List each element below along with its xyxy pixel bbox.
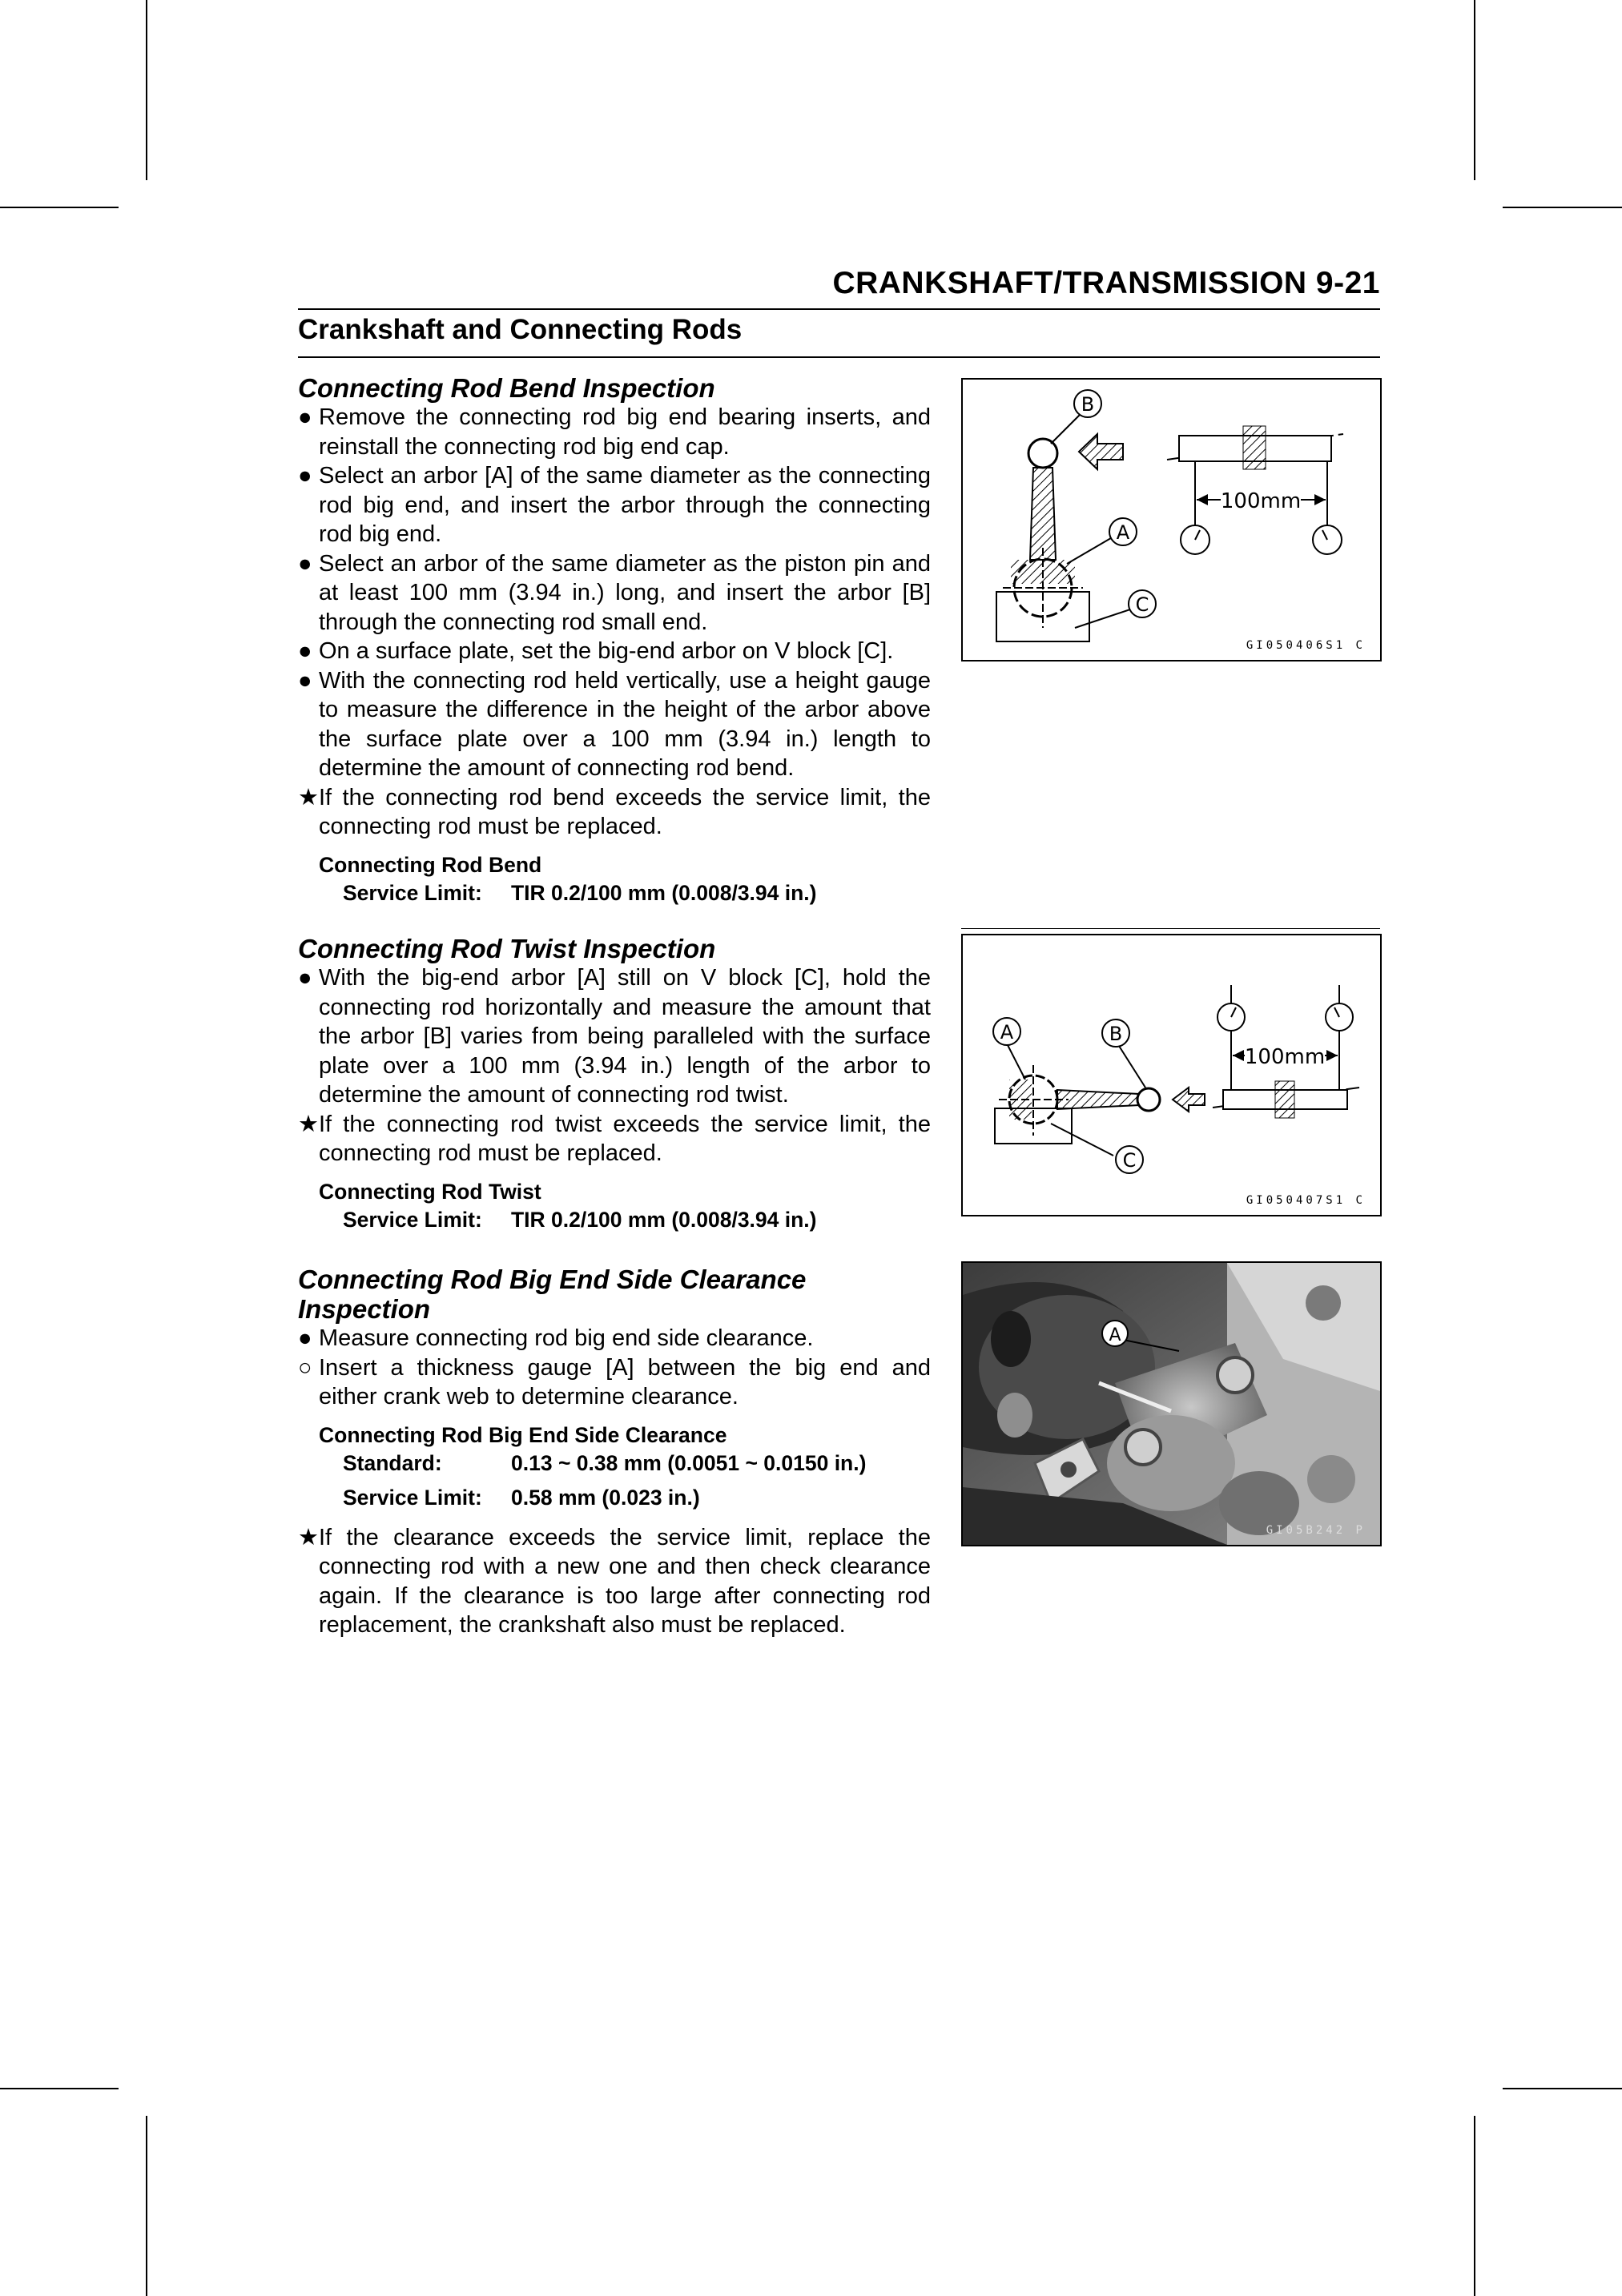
figure-id: GI050406S1 C (1246, 639, 1366, 652)
list-item: ● Remove the connecting rod big end bearing inserts, and reinstall the connecting rod big end cap. (298, 404, 931, 460)
label-c: C (1135, 593, 1149, 616)
twist-list (298, 963, 931, 1168)
spec-value: TIR 0.2/100 mm (0.008/3.94 in.) (511, 1207, 817, 1232)
bend-diagram (963, 380, 1380, 660)
section-title: Crankshaft and Connecting Rods (298, 314, 743, 345)
crop-mark (146, 0, 147, 180)
bend-spec (298, 851, 931, 907)
list-item: ● Measure connecting rod big end side clearance. (298, 1325, 814, 1351)
clearance-list (298, 1324, 931, 1412)
list-item: ○ Insert a thickness gauge [A] between the big end and either crank web to determine clearance. (298, 1354, 931, 1409)
list-item: ● Select an arbor of the same diameter as the piston pin and at least 100 mm (3.94 in.) long, and insert the arbor [B] through the connecting rod small end. (298, 550, 931, 635)
figure-id: GI050407S1 C (1246, 1194, 1366, 1207)
crop-mark (1474, 2116, 1475, 2296)
dimension-label: 100mm (1244, 1045, 1326, 1069)
clearance-spec (298, 1421, 931, 1512)
label-b: B (1081, 393, 1095, 416)
crop-mark (0, 207, 119, 208)
crop-mark (146, 2116, 147, 2296)
running-title: CRANKSHAFT/TRANSMISSION 9-21 (832, 266, 1380, 300)
standard-label: Standard: (343, 1450, 442, 1475)
list-item: ★ If the connecting rod twist exceeds the service limit, the connecting rod must be replaced. (298, 1111, 931, 1166)
twist-spec (298, 1178, 931, 1234)
list-item: ● On a surface plate, set the big-end arbor on V block [C]. (298, 638, 894, 664)
spec-value: TIR 0.2/100 mm (0.008/3.94 in.) (511, 880, 817, 905)
figure-top-rule (961, 928, 1380, 929)
spec-label: Service Limit: (343, 1207, 482, 1232)
crankshaft-photo (963, 1263, 1380, 1545)
bend-list (298, 403, 931, 842)
limit-value: 0.58 mm (0.023 in.) (511, 1485, 700, 1510)
label-a: A (1109, 1325, 1121, 1345)
label-a: A (1000, 1021, 1014, 1043)
bend-figure (961, 378, 1382, 661)
list-item: ● With the connecting rod held vertically, use a height gauge to measure the difference in the height of the arbor above the surface plate over a 100 mm (3.94 in.) length to determine the amount of connecting rod bend. (298, 667, 931, 781)
spec-label: Service Limit: (343, 880, 482, 905)
clearance-list-2 (298, 1523, 931, 1640)
limit-label: Service Limit: (343, 1485, 482, 1510)
twist-section (298, 934, 931, 1234)
bend-heading: Connecting Rod Bend Inspection (298, 373, 715, 403)
label-b: B (1109, 1023, 1123, 1045)
crop-mark (1503, 207, 1622, 208)
spec-title: Connecting Rod Big End Side Clearance (319, 1422, 727, 1447)
list-item: ★ If the clearance exceeds the service limit, replace the connecting rod with a new one and then check clearance again. If the clearance is too large after connecting rod replacement, the crankshaft also must be replaced. (298, 1524, 931, 1638)
dimension-label: 100mm (1220, 489, 1302, 513)
spec-title: Connecting Rod Twist (319, 1179, 541, 1204)
label-c: C (1122, 1149, 1137, 1172)
clearance-section (298, 1265, 931, 1640)
list-item: ● Select an arbor [A] of the same diameter as the connecting rod big end, and insert the arbor through the connecting rod big end. (298, 463, 931, 547)
twist-diagram (963, 935, 1380, 1215)
clearance-heading: Connecting Rod Big End Side Clearance Inspection (298, 1265, 807, 1324)
twist-heading: Connecting Rod Twist Inspection (298, 934, 716, 963)
clearance-photo (961, 1261, 1382, 1546)
spec-title: Connecting Rod Bend (319, 852, 542, 877)
bend-section (298, 373, 931, 907)
label-a: A (1116, 521, 1130, 544)
twist-figure (961, 934, 1382, 1216)
list-item: ● With the big-end arbor [A] still on V block [C], hold the connecting rod horizontally and measure the amount that the arbor [B] varies from being paralleled with the surface plate over a 100 mm (3.94 in.) length of the arbor to determine the amount of connecting rod twist. (298, 965, 931, 1108)
section-rule (298, 356, 1380, 358)
list-item: ★ If the connecting rod bend exceeds the service limit, the connecting rod must be replaced. (298, 784, 931, 839)
photo-id: GI05B242 P (1266, 1524, 1366, 1537)
crop-mark (1474, 0, 1475, 180)
crop-mark (1503, 2088, 1622, 2089)
standard-value: 0.13 ~ 0.38 mm (0.0051 ~ 0.0150 in.) (511, 1450, 867, 1475)
crop-mark (0, 2088, 119, 2089)
header-rule (298, 308, 1380, 310)
